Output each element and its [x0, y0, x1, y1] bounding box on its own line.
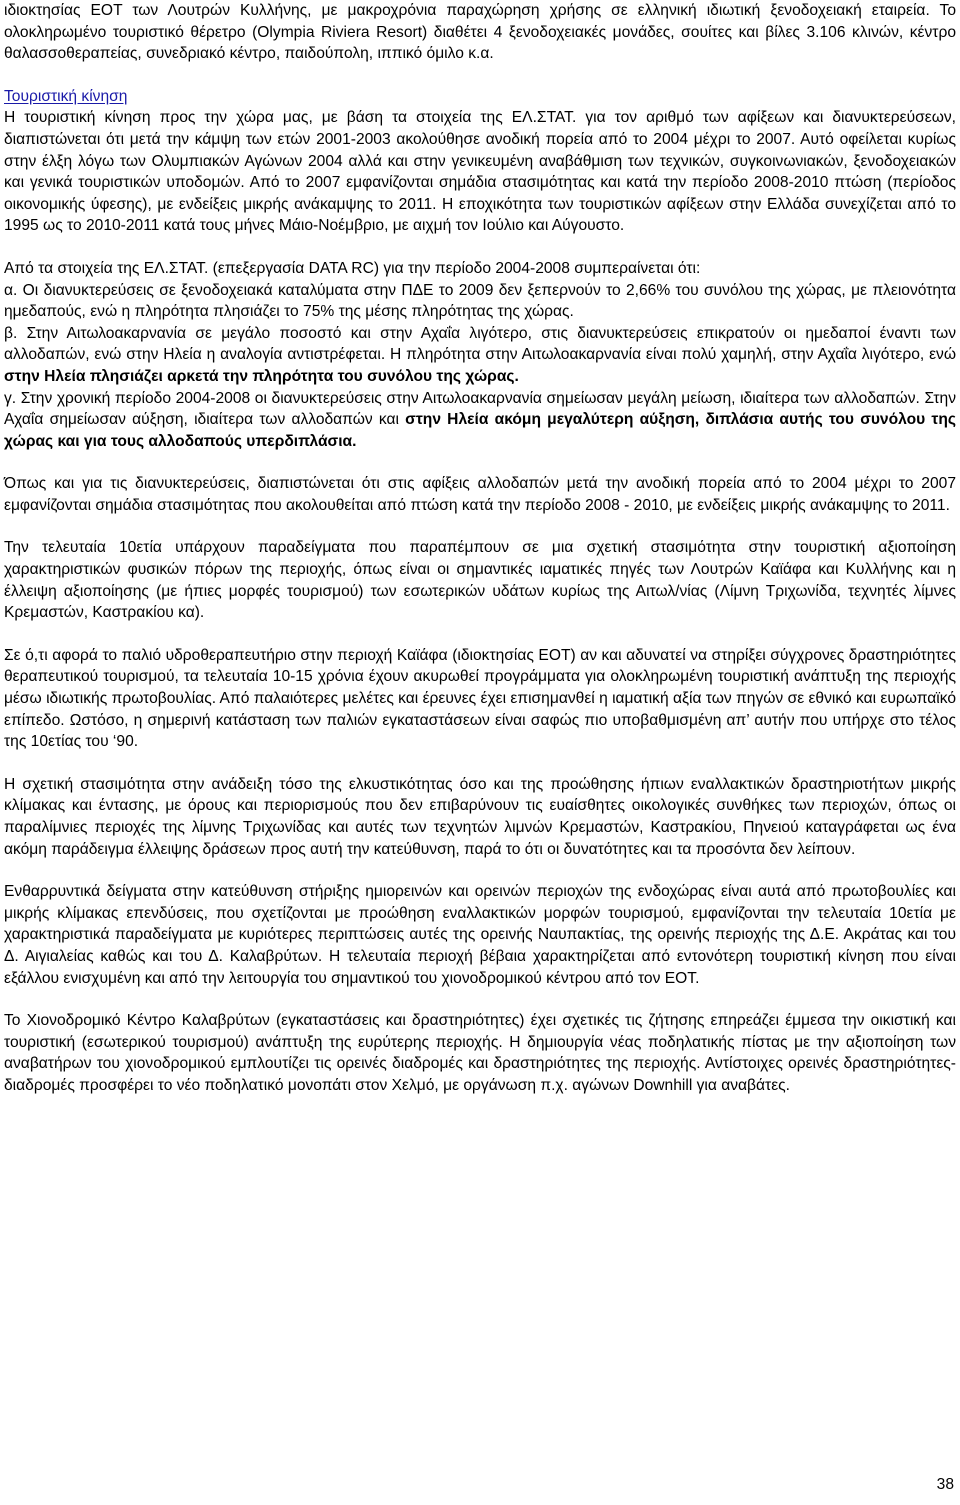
stagnation-paragraph: Την τελευταία 10ετία υπάρχουν παραδείγματα που παραπέμπουν σε μια σχετική στασιμότητα στην τουριστική αξιοποίηση χαρακτηριστικών φυσικών πόρων της περιοχής, όπως είναι οι σημαντικές ιαματικές πηγές των Λουτρών Καϊάφα και Κυλλήνης και η έλλειψη αξιοποίησης (με ήπιες μορφές τουρισμού) των εσωτερικών υδάτων κυρίως της Αιτωλ/νίας (Λίμνη Τριχωνίδα, τεχνητές λίμνες Κρεμαστών, Καστρακίου κα).	[4, 539, 956, 622]
ski-center-paragraph: Το Χιονοδρομικό Κέντρο Καλαβρύτων (εγκαταστάσεις και δραστηριότητες) έχει σχετικές τις ζήτησης επηρεάζει έμμεσα την οικιστική και τουριστική (εσωτερικού τουρισμού) ανάπτυξη της ευρύτερης περιοχής. Η δημιουργία νέας ποδηλατικής πίστας με την αξιοποίηση των αναβατήρων του χιονοδρομικού εμπλουτίζει τις ορεινές διαδρομές και δραστηριότητες της περιοχής. Αντίστοιχες ορεινές δραστηριότητες-διαδρομές προσφέρει το νέο ποδηλατικό μονοπάτι στον Χελμό, με οργάνωση π.χ. αγώνων Downhill για αναβάτες.	[4, 1012, 956, 1094]
kaiafas-paragraph: Σε ό,τι αφορά το παλιό υδροθεραπευτήριο στην περιοχή Καϊάφα (ιδιοκτησίας ΕΟΤ) αν και αδυνατεί να στηρίξει σύγχρονες δραστηριότητες θεραπευτικού τουρισμού, τα τελευταία 10-15 χρόνια έχουν ακυρωθεί προγράμματα για ολοκληρωμένη τουριστική ανάπτυξη της περιοχής μέσω ιδιωτικής πρωτοβουλίας. Από παλαιότερες μελέτες και έρευνες έχει επισημανθεί η ιαματική αξία των πηγών σε εθνικό και ευρωπαϊκό επίπεδο. Ωστόσο, η σημερινή κατάσταση των παλιών εγκαταστάσεων είναι σαφώς πιο υποβαθμισμένη απ’ αυτήν που υπήρχε στο τέλος της 10ετίας του ‘90.	[4, 646, 956, 751]
mountain-areas-paragraph: Ενθαρρυντικά δείγματα στην κατεύθυνση στήριξης ημιορεινών και ορεινών περιοχών της ενδοχώρας είναι αυτά από πρωτοβουλίες και μικρής κλίμακας επενδύσεις, που σχετίζονται με προώθηση εναλλακτικών μορφών τουρισμού, εμφανίζονται την τελευταία 10ετία με χαρακτηριστικά παραδείγματα με κυριότερες περιπτώσεις αυτές της ορεινής Ναυπακτίας, της ορεινής περιοχής της Δ.Ε. Ακράτας και του Δ. Αιγιαλείας καθώς και του Δ. Καλαβρύτων. Η τελευταία περιοχή βέβαια χαρακτηρίζεται από εντονότερη τουριστική κίνηση που είναι εξάλλου ενισχυμένη και από την λειτουργία του σημαντικού του χιονοδρομικού κέντρου από τον ΕΟΤ.	[4, 883, 956, 987]
finding-c	[4, 388, 956, 453]
tourism-movement-paragraph: Η τουριστική κίνηση προς την χώρα μας, με βάση τα στοιχεία της ΕΛ.ΣΤΑΤ. για τον αριθμό των αφίξεων και διανυκτερεύσεων, διαπιστώνεται ότι μετά την κάμψη των ετών 2001-2003 ακολούθησε ανοδική πορεία από το 2004 μέχρι το 2007. Αυτό οφείλεται κυρίως στην έλξη λόγω των Ολυμπιακών Αγώνων 2004 αλλά και στην γενικευμένη αναβάθμιση των τεχνικών, συγκοινωνιακών, ξενοδοχειακών και γενικά τουριστικών υποδομών. Από το 2007 εμφανίζονται σημάδια στασιμότητας και κατά την περίοδο 2008-2010 πτώση (περίοδος οικονομικής ύφεσης), με ενδείξεις μικρής ανάκαμψης το 2011. Η εποχικότητα των τουριστικών αφίξεων στην Ελλάδα συνεχίζεται από το 1995 ως το 2010-2011 κατά τους μήνες Μάιο-Νοέμβριο, με αιχμή τον Ιούλιο και Αύγουστο.	[4, 109, 956, 235]
finding-b	[4, 323, 956, 388]
paragraph-spacer	[4, 65, 956, 86]
paragraph-spacer	[4, 237, 956, 258]
page-number: 38	[936, 1476, 954, 1493]
document-body	[4, 0, 956, 1097]
paragraph-spacer	[4, 860, 956, 881]
finding-b-emphasis: στην Ηλεία πλησιάζει αρκετά την πληρότητα του συνόλου της χώρας.	[4, 367, 519, 385]
paragraph-spacer	[4, 989, 956, 1010]
paragraph-spacer	[4, 452, 956, 473]
intro-paragraph: ιδιοκτησίας ΕΟΤ των Λουτρών Κυλλήνης, με μακροχρόνια παραχώρηση χρήσης σε ελληνική ιδιωτική ξενοδοχειακή εταιρεία. Το ολοκληρωμένο τουριστικό θέρετρο (Olympia Riviera Resort) διαθέτει 4 ξενοδοχειακές μονάδες, σουίτες και βίλες 3.106 κλινών, κέντρο θαλασσοθεραπείας, συνεδριακό κέντρο, παιδούπολη, ιππικό όμιλο κ.α.	[4, 2, 956, 63]
paragraph-spacer	[4, 516, 956, 537]
findings-intro: Από τα στοιχεία της ΕΛ.ΣΤΑΤ. (επεξεργασία DATA RC) για την περίοδο 2004-2008 συμπεραίνεται ότι:	[4, 259, 701, 277]
finding-b-text: β. Στην Αιτωλοακαρνανία σε μεγάλο ποσοστό και στην Αχαΐα λιγότερο, στις διανυκτερεύσεις επικρατούν οι ημεδαποί έναντι των αλλοδαπών, ενώ στην Ηλεία η αναλογία αντιστρέφεται. Η πληρότητα στην Αιτωλοακαρνανία είναι πολύ χαμηλή, στην Αχαΐα λιγότερο, ενώ	[4, 324, 956, 364]
finding-c-text: γ. Στην χρονική περίοδο 2004-2008 οι διανυκτερεύσεις στην Αιτωλοακαρνανία σημείωσαν μεγάλη μείωση, ιδιαίτερα των αλλοδαπών. Στην Αχαΐα σημείωσαν αύξηση, ιδιαίτερα των αλλοδαπών και	[4, 389, 956, 429]
finding-c-emphasis: στην Ηλεία ακόμη μεγαλύτερη αύξηση, διπλάσια αυτής του συνόλου της χώρας και για τους αλλοδαπούς υπερδιπλάσια.	[4, 411, 956, 450]
paragraph-spacer	[4, 624, 956, 645]
finding-a: α. Οι διανυκτερεύσεις σε ξενοδοχειακά καταλύματα στην ΠΔΕ το 2009 δεν ξεπερνούν το 2,66% του συνόλου της χώρας, με πλειονότητα ημεδαπούς, ενώ η πληρότητα πλησιάζει το 75% της μέσης πληρότητας της χώρας.	[4, 281, 956, 321]
paragraph-spacer	[4, 753, 956, 774]
arrivals-paragraph: Όπως και για τις διανυκτερεύσεις, διαπιστώνεται ότι στις αφίξεις αλλοδαπών μετά την ανοδική πορεία από το 2004 μέχρι το 2007 εμφανίζονται σημάδια στασιμότητας που ακολουθείται από πτώση κατά την περίοδο 2008 - 2010, με ενδείξεις μικρής ανάκαμψης το 2011.	[4, 475, 956, 514]
section-heading: Τουριστική κίνηση	[4, 87, 128, 105]
alternative-tourism-paragraph: Η σχετική στασιμότητα στην ανάδειξη τόσο της ελκυστικότητας όσο και της προώθησης ήπιων εναλλακτικών δραστηριοτήτων μικρής κλίμακας και έντασης, με όρους και περιορισμούς που δεν επιβαρύνουν τις ευαίσθητες οικολογικές συνθήκες των περιοχών, όπως οι παραλίμνιες περιοχές της λίμνης Τριχωνίδας και αυτές των τεχνητών λιμνών Κρεμαστών, Καστρακίου, Πηνειού καταγράφεται ως ένα ακόμη παράδειγμα έλλειψης δράσεων προς αυτή την κατεύθυνση, παρά το ότι οι δυνατότητες και τα προσόντα δεν λείπουν.	[4, 775, 956, 858]
